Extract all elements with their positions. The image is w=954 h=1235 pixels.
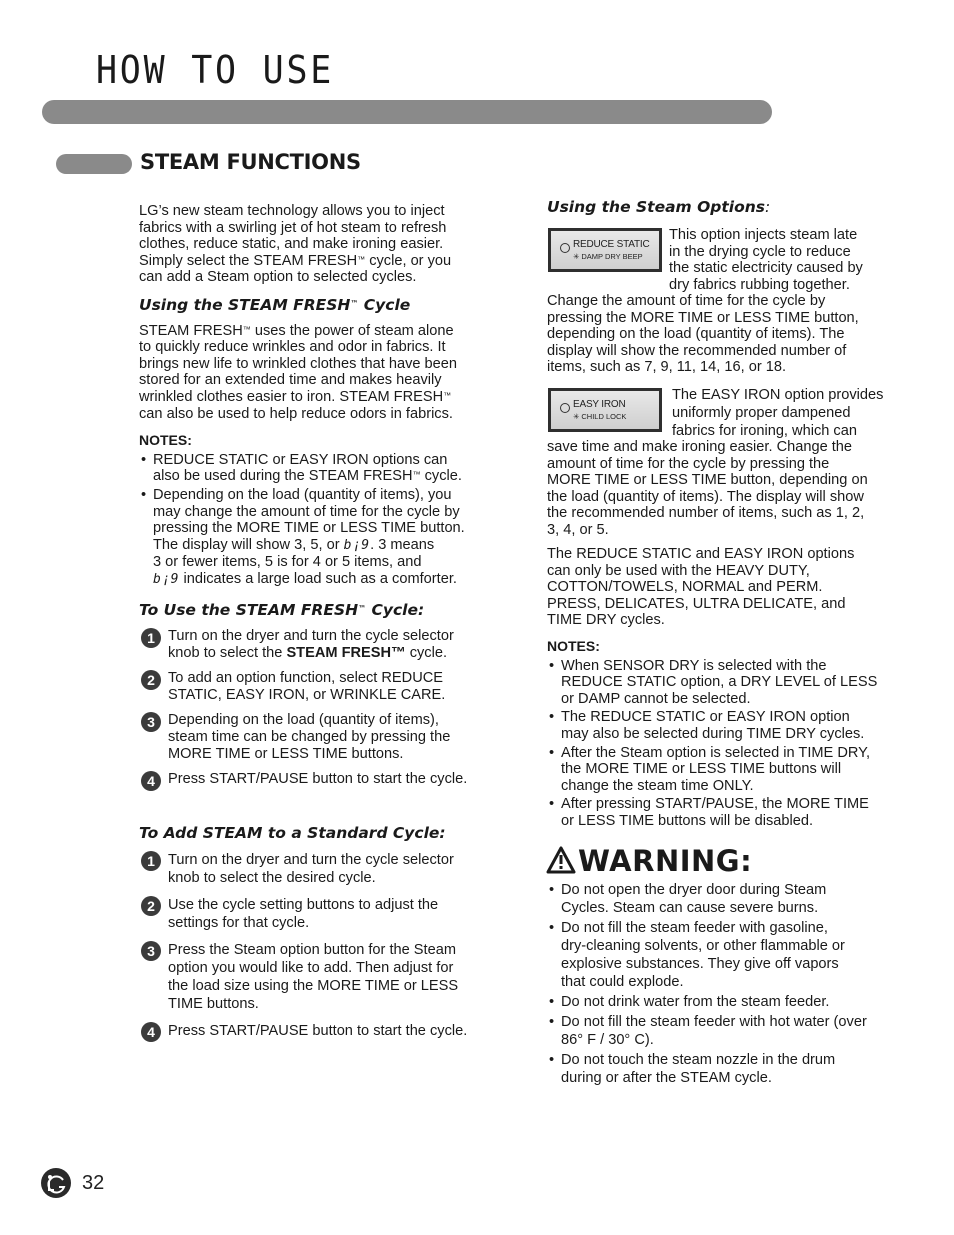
step-item: 3 Depending on the load (quantity of items), steam time can be changed by pressing the MORE TIME or LESS TIME buttons. bbox=[139, 712, 499, 762]
notes-list bbox=[547, 658, 917, 830]
step-item: 3 Press the Steam option button for the Steam option you would like to add. Then adjust for the load size using the MORE TIME or LESS TIME buttons. bbox=[139, 941, 499, 1013]
page-title: HOW TO USE bbox=[96, 48, 335, 92]
left-column bbox=[139, 203, 499, 1040]
easy-iron-text: save time and make ironing easier. Change the amount of time for the cycle by pressing the MORE TIME or LESS TIME button, depending on the load (quantity of items). The display will show the recommended number of items, such as 1, 2, 3, 4, or 5. bbox=[547, 439, 868, 538]
list-item: • When SENSOR DRY is selected with the REDUCE STATIC option, a DRY LEVEL of LESS or DAMP cannot be selected. bbox=[547, 658, 917, 708]
lg-logo-icon bbox=[40, 1167, 72, 1199]
steam-fresh-paragraph: STEAM FRESH™ uses the power of steam alone to quickly reduce wrinkles and odor in fabrics. It brings new life to wrinkled clothes that have been stored for an extended time and makes heavily wrinkled clothes easier to iron. STEAM FRESH™ can also be used to help reduce odors in fabrics. bbox=[139, 322, 458, 422]
notes-heading: NOTES: bbox=[547, 638, 600, 654]
step-item: 2 To add an option function, select REDUCE STATIC, EASY IRON, or WRINKLE CARE. bbox=[139, 670, 499, 703]
step-number-badge: 4 bbox=[141, 1022, 161, 1042]
lcd-big-display: b¡9 bbox=[153, 571, 180, 587]
add-steps bbox=[139, 851, 499, 1040]
reduce-static-text: Change the amount of time for the cycle by pressing the MORE TIME or LESS TIME button, depending on the load (quantity of items). The display will show the recommended number of items, such as 7, 9, 11, 14, 16, or 18. bbox=[547, 293, 859, 376]
lcd-big-display: b¡9 bbox=[343, 537, 371, 553]
list-item: • Do not drink water from the steam feeder. bbox=[547, 993, 917, 1011]
use-steam-fresh-heading: To Use the STEAM FRESH™ Cycle: bbox=[139, 601, 425, 620]
step-number-badge: 1 bbox=[141, 628, 161, 648]
compatible-cycles-text: The REDUCE STATIC and EASY IRON options can only be used with the HEAVY DUTY, COTTON/TOWELS, NORMAL and PERM. PRESS, DELICATES, ULTRA DELICATE, and TIME DRY cycles. bbox=[547, 546, 855, 629]
step-number-badge: 3 bbox=[141, 712, 161, 732]
notes-list bbox=[139, 452, 499, 589]
title-bar bbox=[42, 100, 772, 124]
step-number-badge: 2 bbox=[141, 896, 161, 916]
notes-heading: NOTES: bbox=[139, 432, 192, 449]
step-item: 1 Turn on the dryer and turn the cycle selector knob to select the STEAM FRESH™ cycle. bbox=[139, 628, 499, 661]
list-item: • After pressing START/PAUSE, the MORE TIME or LESS TIME buttons will be disabled. bbox=[547, 796, 917, 829]
list-item: • The REDUCE STATIC or EASY IRON option may also be selected during TIME DRY cycles. bbox=[547, 709, 917, 742]
add-steam-heading: To Add STEAM to a Standard Cycle: bbox=[139, 823, 446, 842]
intro-paragraph: LG’s new steam technology allows you to inject fabrics with a swirling jet of hot steam to refresh clothes, reduce static, and make ironing easier. Simply select the STEAM FRESH™ cycle, or you can add a Steam option to selected cycles. bbox=[139, 203, 452, 286]
list-item: • Do not touch the steam nozzle in the drum during or after the STEAM cycle. bbox=[547, 1051, 917, 1087]
warnings bbox=[547, 881, 917, 1087]
list-item: • After the Steam option is selected in TIME DRY, the MORE TIME or LESS TIME buttons will change the steam time ONLY. bbox=[547, 745, 917, 795]
list-item: • Do not fill the steam feeder with gasoline, dry-cleaning solvents, or other flammable or explosive substances. They give off vapors that could explode. bbox=[547, 919, 917, 991]
step-item: 4 Press START/PAUSE button to start the cycle. bbox=[139, 1022, 499, 1040]
step-item: 2 Use the cycle setting buttons to adjust the settings for that cycle. bbox=[139, 896, 499, 932]
steam-fresh-heading: Using the STEAM FRESH™ Cycle bbox=[139, 295, 411, 314]
right-notes bbox=[547, 638, 917, 830]
step-number-badge: 3 bbox=[141, 941, 161, 961]
reduce-static-text-wrap: This option injects steam late in the drying cycle to reduce the static electricity caused by dry fabrics rubbing together. bbox=[669, 227, 863, 293]
indicator-light-icon bbox=[560, 403, 570, 413]
list-item: • Do not fill the steam feeder with hot water (over 86° F / 30° C). bbox=[547, 1013, 917, 1049]
warning-heading: WARNING: bbox=[546, 844, 752, 878]
section-heading: STEAM FUNCTIONS bbox=[140, 150, 361, 174]
easy-iron-text-wrap: The EASY IRON option provides uniformly proper dampened fabrics for ironing, which can bbox=[672, 387, 884, 439]
easy-iron-button-image: EASY IRON ✳ CHILD LOCK bbox=[548, 388, 662, 432]
reduce-static-button-image: REDUCE STATIC ✳ DAMP DRY BEEP bbox=[548, 228, 662, 272]
list-item: • Do not open the dryer door during Steam Cycles. Steam can cause severe burns. bbox=[547, 881, 917, 917]
step-number-badge: 2 bbox=[141, 670, 161, 690]
list-item: • REDUCE STATIC or EASY IRON options can also be used during the STEAM FRESH™ cycle. bbox=[139, 452, 499, 485]
step-item: 1 Turn on the dryer and turn the cycle selector knob to select the desired cycle. bbox=[139, 851, 499, 887]
use-steps bbox=[139, 628, 499, 788]
section-pill bbox=[56, 154, 132, 174]
warning-list bbox=[547, 881, 917, 1087]
page-number: 32 bbox=[82, 1172, 105, 1194]
step-number-badge: 4 bbox=[141, 771, 161, 791]
step-item: 4 Press START/PAUSE button to start the cycle. bbox=[139, 771, 499, 788]
warning-triangle-icon bbox=[546, 846, 576, 874]
list-item: • Depending on the load (quantity of items), you may change the amount of time for the cycle by pressing the MORE TIME or LESS TIME button. The display will show 3, 5, or b¡9. 3 means 3 or fewer items, 5 is for 4 or 5 items, and b¡9 indicates a large load such as a comforter. bbox=[139, 487, 499, 589]
steam-options-heading: Using the Steam Options: bbox=[547, 198, 771, 216]
step-number-badge: 1 bbox=[141, 851, 161, 871]
indicator-light-icon bbox=[560, 243, 570, 253]
